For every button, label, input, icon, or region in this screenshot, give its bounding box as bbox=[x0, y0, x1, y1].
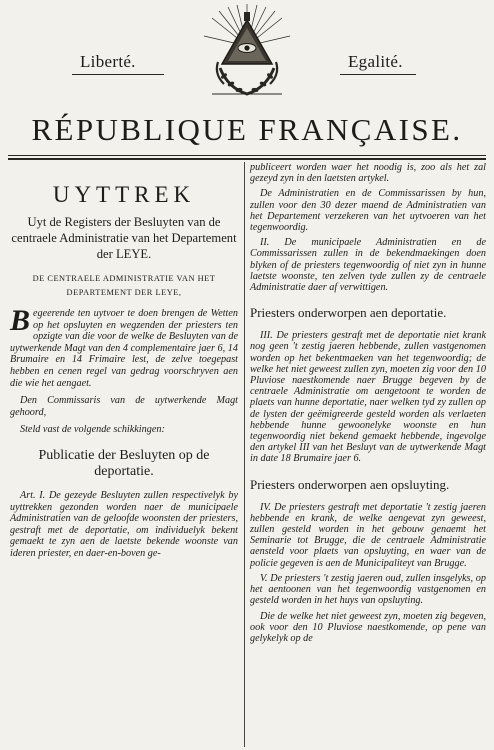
article-paragraph: IV. De priesters gestraft met deportatie 't zestig jaeren hebbende en krank, de welke aengevat zyn geweest, zullen gesteld worden in het gebouw genaemt het Seminarie tot Brugge, die de centraele Administratie aensteld voor plaets van opsluyting, en waer van de policie gegeven is aen de Municipaliteyt van Brugge. bbox=[250, 501, 486, 569]
drop-cap: B bbox=[10, 304, 31, 337]
right-column bbox=[250, 162, 486, 648]
header-divider bbox=[8, 158, 486, 160]
paragraph: publiceert worden waer het noodig is, zoo als het zal gezeyd zyn in den laetsten artykel. bbox=[250, 162, 486, 185]
motto-egalite: Egalité. bbox=[348, 52, 403, 71]
section-heading: Priesters onderworpen aen opsluyting. bbox=[250, 476, 450, 492]
document-subtitle: Uyt de Registers der Besluyten van de centraele Administratie van het Departement der LEYE. bbox=[11, 215, 237, 261]
paragraph: De Administratien en de Commissarissen by hun, zullen voor den 30 dezer maend de Administratien van het Departement verzekeren van het uytvoeren van het tegenwoordig. bbox=[250, 188, 486, 234]
paragraph: Die de welke het niet geweest zyn, moeten zig begeven, ook voor den 10 Pluviose naestkomende, op pene van gelykelyk op de bbox=[250, 610, 486, 644]
motto-underline bbox=[340, 74, 416, 75]
article-paragraph: Art. I. De gezeyde Besluyten zullen respectivelyk by uyttrekken gezonden worden naer de municipaele Administratien van de geloofde woonsten der priesters, gestraft met de deportatie, om individuelyk bekent gemaekt te zyn aen de laetste bekende woonste van ideren priester, en daer-en-boven ge- bbox=[10, 489, 238, 559]
paragraph: Steld vast de volgende schikkingen: bbox=[20, 424, 165, 436]
motto-liberte: Liberté. bbox=[80, 52, 136, 71]
left-column bbox=[10, 162, 238, 566]
section-heading: Priesters onderworpen aen deportatie. bbox=[250, 305, 447, 321]
preamble-paragraph: Begeerende ten uytvoer te doen brengen de Wetten op het opsluyten en wegzenden der priesters ten opzigte van die voor de welke de Besluyten van de uytwerkende Magt van den 4 complementaire jaer 6, 14 Brumaire en 14 Frimaire lest, de zelve toegepast hebben en cenen regel van gedrag voorschryven aen die wie het aengaet. bbox=[10, 304, 238, 389]
paragraph: Den Commissaris van de uytwerkende Magt gehoord, bbox=[10, 395, 238, 418]
column-divider bbox=[244, 162, 245, 747]
motto-underline bbox=[72, 74, 164, 75]
article-paragraph: II. De municipaele Administratien en de Commissarissen zullen in de bekendmaekingen doen blyken of de priesters tegenwoordig of niet zyn in hunne laetste woonste, ten zelven tyde zullen zy de centraele Administratie daer af verwittigen. bbox=[250, 237, 486, 294]
section-heading: Publicatie der Besluyten op de deportatie. bbox=[38, 447, 210, 479]
page-title: RÉPUBLIQUE FRANÇAISE. bbox=[31, 112, 463, 147]
republic-emblem-icon bbox=[198, 2, 296, 102]
header-divider bbox=[8, 155, 486, 156]
article-paragraph: III. De priesters gestraft met de deportatie niet krank nog geen 't zestig jaeren hebbende, zullen vastgenomen worden op het bekentmaeken van het tegenwoordig; de welke het niet geweest zullen zyn, moeten zig voor den 10 Pluviose naestkomende naer Brugge begeven by de centraele Administratie om aengetoont te worden de plaets van hunne deportatie, naer welken tyd zy zullen op de lysten der geëmigreerde gesteld worden als verlaeten hebbende hunne gewoonelyke woonste en hun tegenwoordig niet bekend gemaekt hebbende, ingevolge den artykel III van het Besluyt van de uytwerkende Magt in date 18 Brumaire jaer 6. bbox=[250, 330, 486, 465]
document-title: UYTTREK bbox=[52, 182, 196, 207]
issuer-heading: DE CENTRAELE ADMINISTRATIE VAN HET DEPARTEMENT DER LEYE, bbox=[32, 274, 216, 297]
article-paragraph: V. De priesters 't zestig jaeren oud, zullen insgelyks, op het aentoonen van het tegenwoordig vastgenomen en gesteld worden in het huys van opsluyting. bbox=[250, 572, 486, 607]
